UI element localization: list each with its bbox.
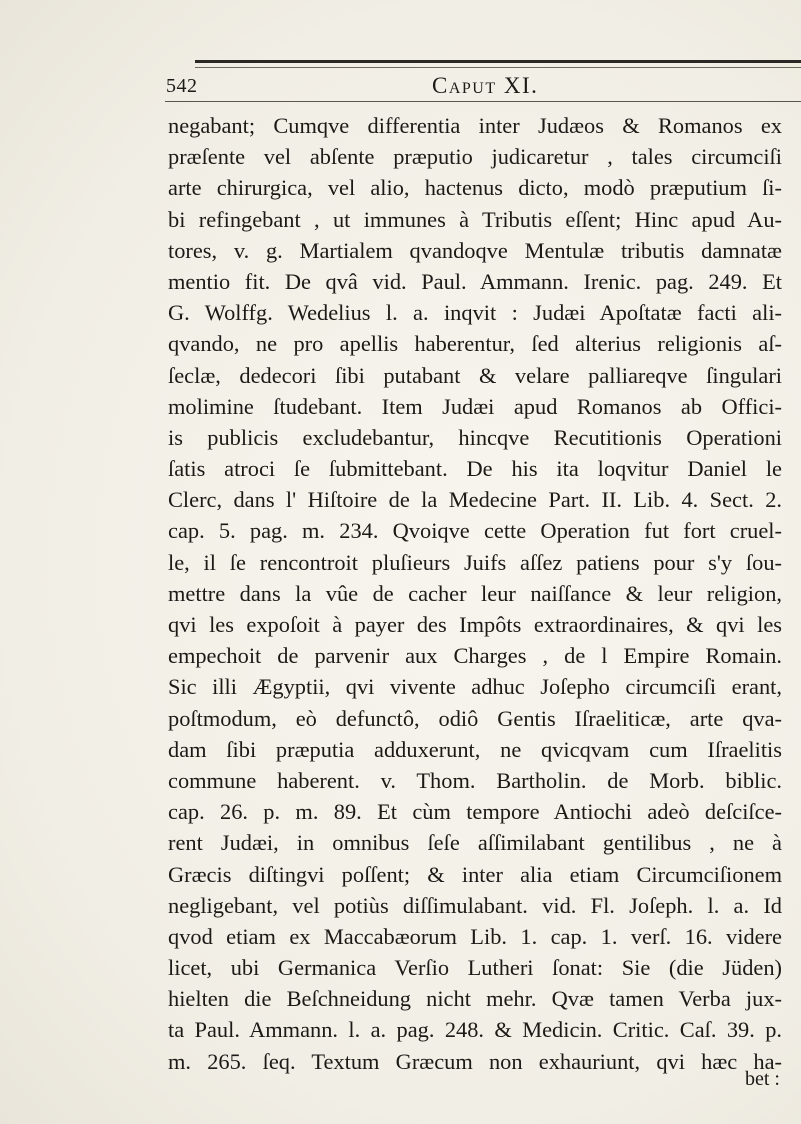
text-line: is publicis excludebantur, hincqve Recutitionis Operationi [168,424,782,450]
text-line: bi refingebant , ut immunes à Tributis eſſent; Hinc apud Au- [168,206,782,232]
text-line: mentio fit. De qvâ vid. Paul. Ammann. Irenic. pag. 249. Et [168,268,782,294]
text-line: arte chirurgica, vel alio, hactenus dicto, modò præputium ſi- [168,175,782,201]
top-thin-rule [195,67,801,68]
text-line: præſente vel abſente præputio judicaretur , tales circumciſi [168,144,782,170]
text-line: ſeclæ, dedecori ſibi putabant & velare palliareqve ſingulari [168,362,782,388]
top-rule [195,60,801,63]
text-line: qvod etiam ex Maccabæorum Lib. 1. cap. 1. verſ. 16. videre [168,923,782,949]
text-line: le, il ſe rencontroit pluſieurs Juifs aſſez patiens pour s'y ſou- [168,549,782,575]
running-title: Caput XI. [432,73,539,98]
text-line: rent Judæi, in omnibus ſeſe aſſimilabant gentilibus , ne à [168,830,782,856]
header-rule [165,101,801,102]
page-header [162,73,801,103]
page-number: 542 [166,75,198,97]
text-line: poſtmodum, eò defunctô, odiô Gentis Iſraeliticæ, arte qva- [168,705,782,731]
text-line: qvi les expoſoit à payer des Impôts extraordinaires, & qvi les [168,612,782,637]
text-line: qvando, ne pro apellis haberentur, ſed alterius religionis aſ- [168,331,782,357]
text-line: m. 265. ſeq. Textum Græcum non exhauriunt, qvi hæc ha- [168,1048,782,1074]
text-line: molimine ſtudebant. Item Judæi apud Romanos ab Offici- [168,393,782,419]
catchword: bet : [745,1068,780,1090]
text-line: hielten die Beſchneidung nicht mehr. Qvæ tamen Verba jux- [168,986,782,1012]
text-line: licet, ubi Germanica Verſio Lutheri ſonat: Sie (die Jüden) [168,955,782,981]
text-line: cap. 26. p. m. 89. Et cùm tempore Antiochi adeò deſciſce- [168,799,782,825]
body-text [168,110,782,1077]
text-line: cap. 5. pag. m. 234. Qvoiqve cette Operation fut fort cruel- [168,518,782,544]
text-line: negligebant, vel potiùs diſſimulabant. vid. Fl. Joſeph. l. a. Id [168,892,782,918]
text-line: Clerc, dans l' Hiſtoire de la Medecine Part. II. Lib. 4. Sect. 2. [168,487,782,513]
text-line: G. Wolffg. Wedelius l. a. inqvit : Judæi Apoſtatæ facti ali- [168,300,782,326]
text-line: empechoit de parvenir aux Charges , de l Empire Romain. [168,643,782,669]
text-line: commune haberent. v. Thom. Bartholin. de Morb. biblic. [168,767,782,793]
text-line: Græcis diſtingvi poſſent; & inter alia etiam Circumciſionem [168,861,782,887]
text-line: dam ſibi præputia adduxerunt, ne qvicqvam cum Iſraelitis [168,736,782,762]
text-line: tores, v. g. Martialem qvandoqve Mentulæ tributis damnatæ [168,237,782,263]
text-line: mettre dans la vûe de cacher leur naiſſance & leur religion, [168,580,782,606]
text-line: ſatis atroci ſe ſubmittebant. De his ita loqvitur Daniel le [168,456,782,482]
text-line: ta Paul. Ammann. l. a. pag. 248. & Medicin. Critic. Caſ. 39. p. [168,1017,782,1043]
text-line: Sic illi Ægyptii, qvi vivente adhuc Joſepho circumciſi erant, [168,674,782,700]
text-line: negabant; Cumqve differentia inter Judæos & Romanos ex [168,113,782,138]
